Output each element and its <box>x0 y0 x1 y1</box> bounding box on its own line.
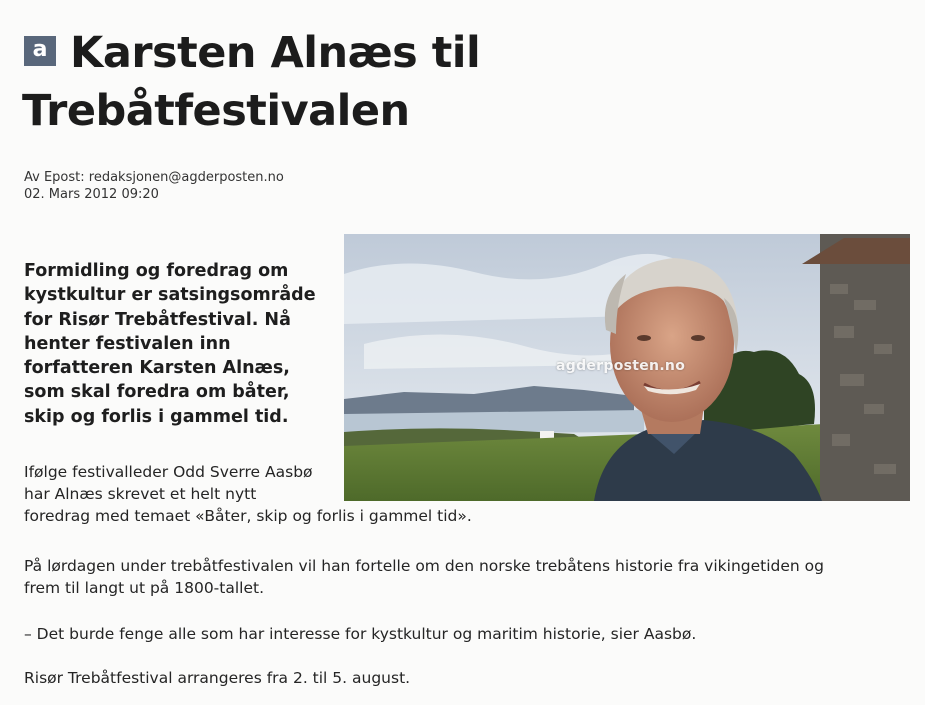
lead-line: som skal foredra om båter, <box>24 382 290 403</box>
body-paragraph-4 <box>24 667 410 689</box>
headline-line-1: Karsten Alnæs til <box>70 28 481 78</box>
body-paragraph-2 <box>24 555 824 599</box>
lead-line: skip og forlis i gammel tid. <box>24 406 289 427</box>
byline-author: Av Epost: redaksjonen@agderposten.no <box>24 170 284 185</box>
paragraph-line: Ifølge festivalleder Odd Sverre Aasbø <box>24 463 313 481</box>
paragraph-line: – Det burde fenge alle som har interesse for kystkultur og maritim historie, sier Aasbø. <box>24 625 697 643</box>
lead-line: forfatteren Karsten Alnæs, <box>24 358 290 379</box>
paragraph-line: På lørdagen under trebåtfestivalen vil han fortelle om den norske trebåtens historie fra vikingetiden og <box>24 557 824 575</box>
body-paragraph-3 <box>24 623 696 645</box>
body-paragraph-1 <box>24 461 472 527</box>
article-headline <box>22 24 642 140</box>
site-logo: a <box>24 36 56 66</box>
paragraph-line: frem til langt ut på 1800-tallet. <box>24 579 265 597</box>
byline-date: 02. Mars 2012 09:20 <box>24 187 159 202</box>
paragraph-line: Risør Trebåtfestival arrangeres fra 2. til 5. august. <box>24 669 411 687</box>
lead-line: Formidling og foredrag om <box>24 261 289 281</box>
lead-line: for Risør Trebåtfestival. Nå <box>24 309 291 330</box>
byline <box>24 169 284 203</box>
lead-line: kystkultur er satsingsområde <box>24 285 316 306</box>
photo-watermark: agderposten.no <box>556 358 686 374</box>
paragraph-line: foredrag med temaet «Båter, skip og forlis i gammel tid». <box>24 507 472 525</box>
article-lead <box>24 259 339 429</box>
headline-line-2: Trebåtfestivalen <box>22 86 410 136</box>
lead-line: henter festivalen inn <box>24 333 231 354</box>
paragraph-line: har Alnæs skrevet et helt nytt <box>24 485 257 503</box>
